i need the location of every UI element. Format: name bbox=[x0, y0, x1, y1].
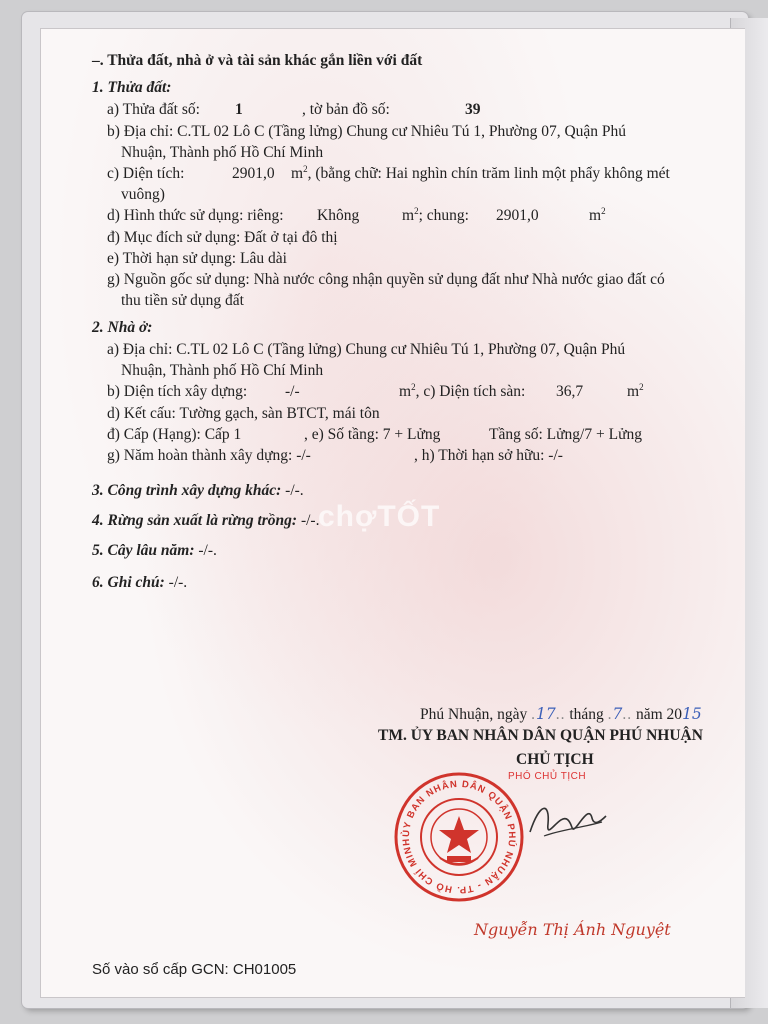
land-address-line1: b) Địa chỉ: C.TL 02 Lô C (Tầng lửng) Chung cư Nhiêu Tú 1, Phường 07, Quận Phú bbox=[107, 123, 627, 140]
perennial-trees-label: 5. Cây lâu năm: bbox=[92, 542, 195, 559]
house-storeys: , e) Số tầng: 7 + Lửng bbox=[304, 426, 441, 443]
signer-title: CHỦ TỊCH bbox=[516, 751, 594, 768]
planted-forest-label: 4. Rừng sản xuất là rừng trồng: bbox=[92, 512, 298, 529]
land-usage-label: d) Hình thức sử dụng: riêng: bbox=[107, 207, 284, 224]
land-area-words-line2: vuông) bbox=[121, 186, 165, 203]
land-shared-unit: m bbox=[589, 207, 602, 224]
official-stamp bbox=[392, 770, 526, 904]
house-heading: 2. Nhà ở: bbox=[92, 319, 153, 336]
notes-value: -/-. bbox=[168, 574, 188, 591]
watermark: chợTỐT bbox=[318, 500, 441, 533]
house-floor-number: Tầng số: Lửng/7 + Lửng bbox=[489, 426, 642, 443]
land-address-line2: Nhuận, Thành phố Hồ Chí Minh bbox=[121, 144, 324, 161]
sign-place: Phú Nhuận, ngày bbox=[420, 706, 528, 723]
land-origin-line1: g) Nguồn gốc sử dụng: Nhà nước công nhận quyền sử dụng đất như Nhà nước giao đất có bbox=[107, 271, 665, 288]
sign-year-label: năm 20 bbox=[636, 706, 683, 723]
land-shared-label: ; chung: bbox=[418, 207, 469, 224]
registry-number: Số vào sổ cấp GCN: CH01005 bbox=[92, 961, 297, 978]
house-address-line1: a) Địa chỉ: C.TL 02 Lô C (Tầng lửng) Chung cư Nhiêu Tú 1, Phường 07, Quận Phú bbox=[107, 341, 626, 358]
other-works-label: 3. Công trình xây dựng khác: bbox=[92, 482, 282, 499]
notes-label: 6. Ghi chú: bbox=[92, 574, 165, 591]
land-area-label: c) Diện tích: bbox=[107, 165, 185, 182]
house-building-area-unit: m bbox=[399, 383, 412, 400]
planted-forest-value: -/-. bbox=[300, 512, 320, 529]
perennial-trees-value: -/-. bbox=[198, 542, 217, 559]
sign-month: 7 bbox=[612, 705, 623, 723]
section-header: –. Thửa đất, nhà ở và tài sản khác gắn liền với đất bbox=[92, 52, 423, 69]
land-shared-value: 2901,0 bbox=[496, 207, 539, 224]
land-term: e) Thời hạn sử dụng: Lâu dài bbox=[107, 250, 287, 267]
land-area-value: 2901,0 bbox=[232, 165, 275, 182]
house-building-area-value: -/- bbox=[285, 383, 300, 400]
house-ownership-term: , h) Thời hạn sở hữu: -/- bbox=[414, 447, 563, 464]
land-parcel-number: 1 bbox=[235, 101, 243, 118]
land-origin-line2: thu tiền sử dụng đất bbox=[121, 292, 244, 309]
house-floor-area-unit: m bbox=[627, 383, 640, 400]
stamp-text: ỦY BAN NHÂN DÂN QUẬN PHÚ NHUẬN - TP. HỒ CHÍ MINH bbox=[400, 778, 518, 896]
land-map-sheet: 39 bbox=[465, 101, 481, 118]
sign-year: 15 bbox=[682, 705, 702, 723]
house-floor-area-value: 36,7 bbox=[556, 383, 584, 400]
land-a-label: a) Thửa đất số: bbox=[107, 101, 200, 118]
signer-name: Nguyễn Thị Ánh Nguyệt bbox=[474, 920, 671, 939]
house-address-line2: Nhuận, Thành phố Hồ Chí Minh bbox=[121, 362, 324, 379]
land-a-separator: , tờ bản đồ số: bbox=[302, 101, 390, 118]
land-purpose: đ) Mục đích sử dụng: Đất ở tại đô thị bbox=[107, 229, 338, 246]
land-area-words-line1: , (bằng chữ: Hai nghìn chín trăm linh một phẩy không mét bbox=[307, 165, 670, 182]
signature bbox=[520, 792, 610, 852]
signer-subtitle: PHÓ CHỦ TỊCH bbox=[508, 771, 587, 782]
house-structure: d) Kết cấu: Tường gạch, sàn BTCT, mái tôn bbox=[107, 405, 380, 422]
sign-month-label: tháng bbox=[569, 706, 604, 723]
house-building-area-label: b) Diện tích xây dựng: bbox=[107, 383, 248, 400]
land-heading: 1. Thửa đất: bbox=[92, 79, 172, 96]
house-floor-area-label: , c) Diện tích sàn: bbox=[415, 383, 526, 400]
house-completion-year: g) Năm hoàn thành xây dựng: -/- bbox=[107, 447, 311, 464]
land-private-value: Không bbox=[317, 207, 360, 224]
issuing-authority: TM. ỦY BAN NHÂN DÂN QUẬN PHÚ NHUẬN bbox=[378, 727, 703, 744]
land-area-unit: m bbox=[291, 165, 304, 182]
other-works-value: -/-. bbox=[285, 482, 304, 499]
sign-day: 17 bbox=[535, 705, 556, 723]
land-private-unit: m bbox=[402, 207, 415, 224]
house-grade: đ) Cấp (Hạng): Cấp 1 bbox=[107, 426, 242, 443]
